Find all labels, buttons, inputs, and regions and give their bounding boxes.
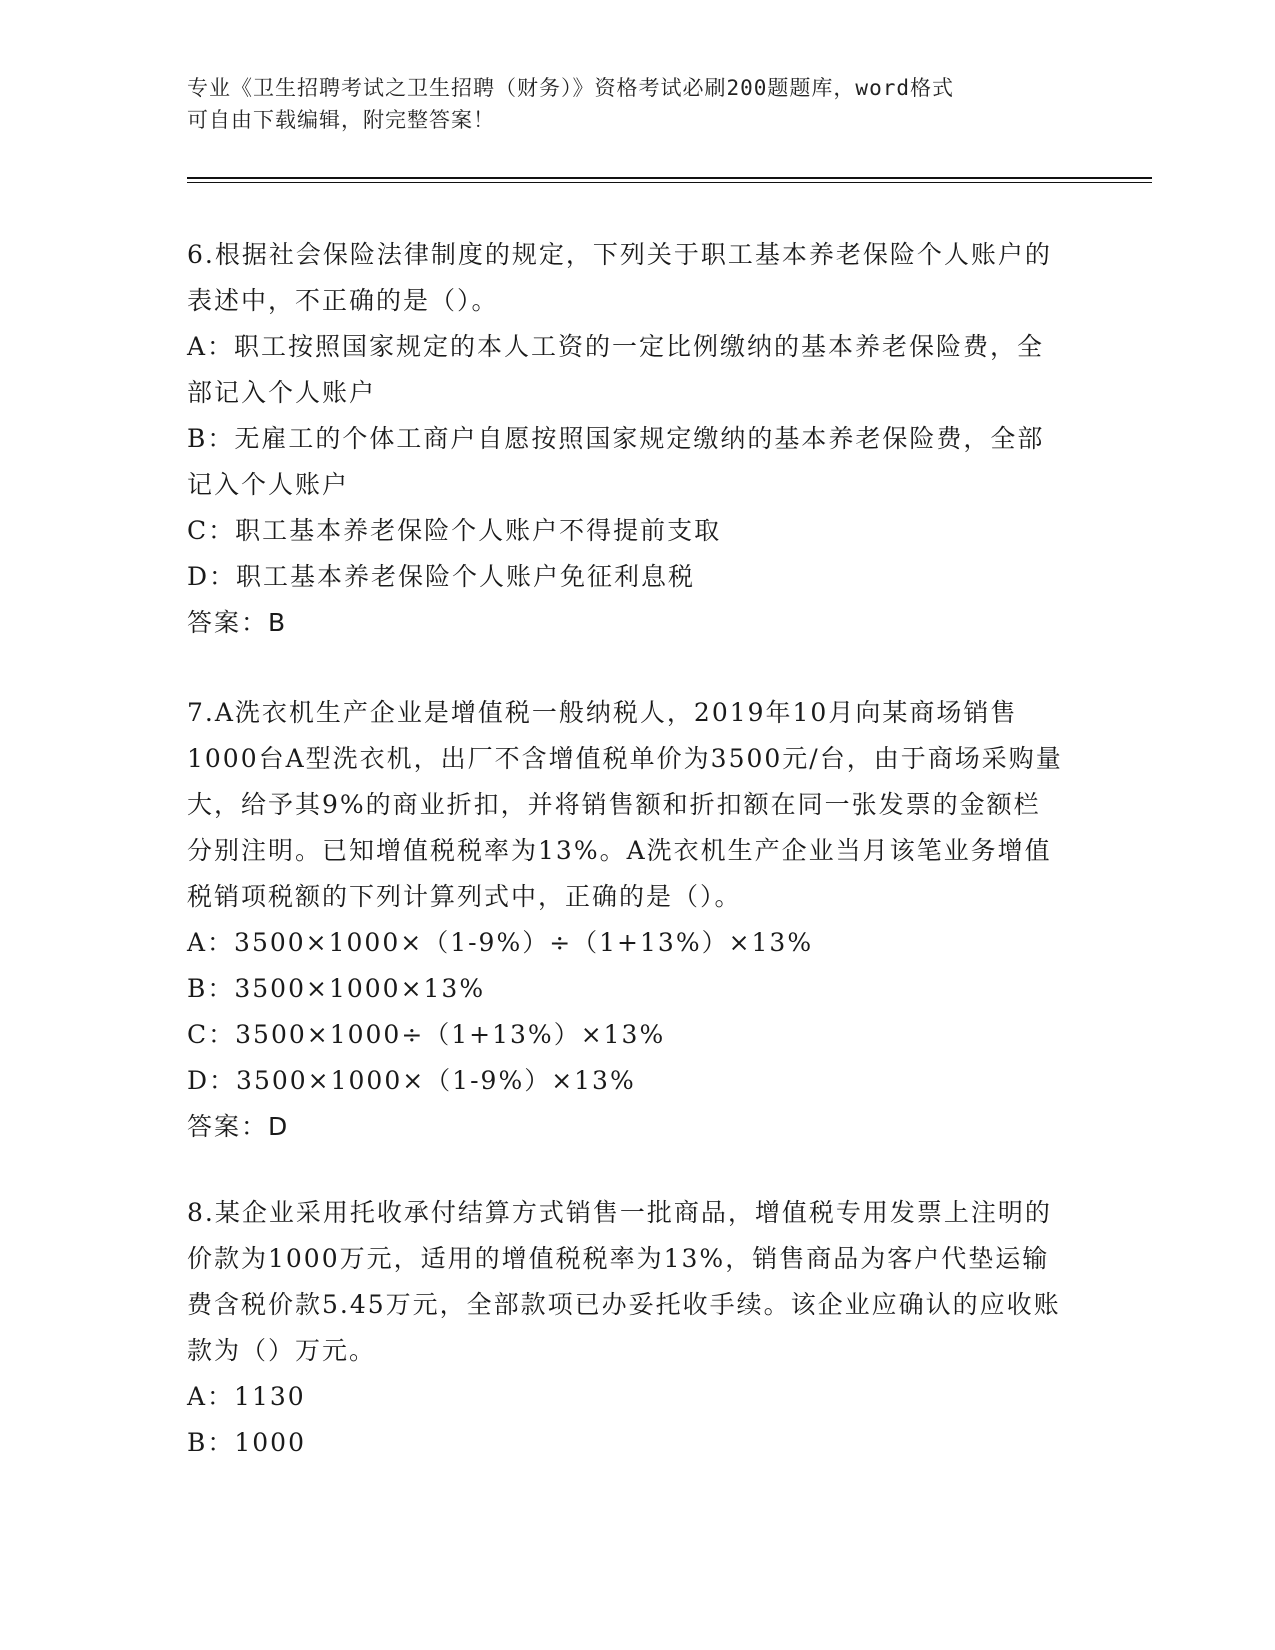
question-6 (187, 232, 1067, 646)
question-stem: 8.某企业采用托收承付结算方式销售一批商品，增值税专用发票上注明的价款为1000万元，适用的增值税税率为13%，销售商品为客户代垫运输费含税价款5.45万元，全部款项已办妥托收手续。该企业应确认的应收账款为（）万元。 (187, 1198, 1061, 1365)
option-a: A：3500×1000×（1-9%）÷（1+13%）×13% (187, 928, 814, 957)
document-header (187, 72, 1067, 136)
option-a: A：职工按照国家规定的本人工资的一定比例缴纳的基本养老保险费，全部记入个人账户 (187, 332, 1045, 407)
option-c: C：3500×1000÷（1+13%）×13% (187, 1020, 666, 1049)
option-a: A：1130 (187, 1382, 306, 1411)
option-b: B：无雇工的个体工商户自愿按照国家规定缴纳的基本养老保险费，全部记入个人账户 (187, 424, 1045, 499)
question-stem: 6.根据社会保险法律制度的规定，下列关于职工基本养老保险个人账户的表述中，不正确的是（）。 (187, 240, 1052, 315)
question-7 (187, 690, 1067, 1150)
option-b: B：1000 (187, 1428, 306, 1457)
header-rule-thin (187, 182, 1152, 183)
answer: 答案：B (187, 608, 288, 637)
question-8 (187, 1190, 1067, 1466)
header-line-1: 专业《卫生招聘考试之卫生招聘（财务）》资格考试必刷200题题库，word格式 (187, 76, 954, 100)
option-b: B：3500×1000×13% (187, 974, 486, 1003)
header-line-2: 可自由下载编辑，附完整答案！ (187, 108, 495, 132)
option-d: D：3500×1000×（1-9%）×13% (187, 1066, 636, 1095)
option-c: C：职工基本养老保险个人账户不得提前支取 (187, 516, 722, 545)
question-stem: 7.A洗衣机生产企业是增值税一般纳税人，2019年10月向某商场销售1000台A型洗衣机，出厂不含增值税单价为3500元/台，由于商场采购量大，给予其9%的商业折扣，并将销售额和折扣额在同一张发票的金额栏分别注明。已知增值税税率为13%。A洗衣机生产企业当月该笔业务增值税销项税额的下列计算列式中，正确的是（）。 (187, 698, 1063, 911)
header-rule-thick (187, 177, 1152, 179)
answer: 答案：D (187, 1112, 290, 1141)
option-d: D：职工基本养老保险个人账户免征利息税 (187, 562, 696, 591)
